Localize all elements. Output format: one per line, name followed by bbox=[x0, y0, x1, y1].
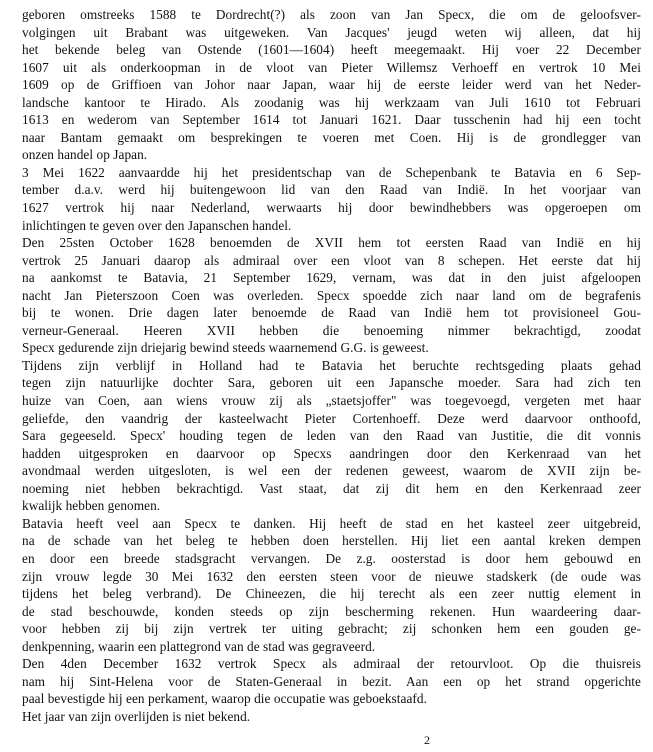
paragraph-death bbox=[22, 708, 641, 726]
text-line: tijdens het beleg verbrand). De Chineezen, die hij terecht als een zeer nuttig element in bbox=[22, 586, 641, 602]
text-line: 1607 uit als onderkoopman in de vloot van Pieter Willemsz Verhoeff en vertrok 10 Mei bbox=[22, 59, 641, 75]
text-line: bij te wonen. Drie dagen later benoemde de Raad van Indië hem tot provisioneel Gou- bbox=[22, 305, 641, 321]
text-line: na aankomst te Batavia, 21 September 1629, vernam, was dat in den juist afgeloopen bbox=[22, 270, 641, 286]
text-line: na de schade van het beleg te hebben doen herstellen. Hij liet een aantal kreken dempen bbox=[22, 533, 641, 549]
text-line: Batavia heeft veel aan Specx te danken. Hij heeft de stad en het kasteel zeer uitgebreid, bbox=[22, 515, 641, 531]
text-line: 1627 vertrok hij naar Nederland, werwaarts hij door bewindhebbers was opgeroepen om bbox=[22, 200, 641, 216]
text-line: verneur-Generaal. Heeren XVII hebben die benoeming nimmer bekrachtigd, zoodat bbox=[22, 322, 641, 338]
text-line: Sara gegeeseld. Specx' houding tegen de leden van den Raad van Justitie, die dit vonnis bbox=[22, 428, 641, 444]
text-line: het bekende beleg van Ostende (1601—1604) heeft meegemaakt. Hij voer 22 December bbox=[22, 42, 641, 58]
text-line: vertrok 25 Januari daarop als admiraal over een vloot van 8 schepen. Het eerste dat hij bbox=[22, 252, 641, 268]
paragraph-raad-van-indie bbox=[22, 234, 641, 357]
text-line: Tijdens zijn verblijf in Holland had te Batavia het beruchte rechtsgeding plaats gehad bbox=[22, 357, 641, 373]
page-marker: 2 bbox=[424, 733, 430, 747]
text-line: 1613 en wederom van September 1614 tot Januari 1621. Daar tusschenin had hij een tocht bbox=[22, 112, 641, 128]
text-line: onzen handel op Japan. bbox=[22, 147, 148, 163]
text-line: 1609 op de Griffioen van Johor naar Japan, waar hij de eerste leider werd van het Neder- bbox=[22, 77, 641, 93]
paragraph-batavia-works bbox=[22, 515, 641, 655]
text-line: noeming niet hebben bekrachtigd. Vast staat, dat zij dit hem en den Kerkenraad zeer bbox=[22, 480, 641, 496]
text-line: voor hebben zij bij zijn vertrek ter uiting gebracht; zij schonken hem een gouden ge- bbox=[22, 621, 641, 637]
text-line: Het jaar van zijn overlijden is niet bekend. bbox=[22, 708, 251, 724]
text-line: inlichtingen te geven over den Japanschen handel. bbox=[22, 217, 292, 233]
text-line: tegen zijn natuurlijke dochter Sara, geboren uit een Japansche moeder. Sara had zich ten bbox=[22, 375, 641, 391]
text-line: zijn vrouw legde 30 Mei 1632 den eersten steen voor de nieuwe stadskerk (de oude was bbox=[22, 568, 641, 584]
paragraph-departure bbox=[22, 655, 641, 708]
text-line: en door een breede stadsgracht vervangen. De z.g. oosterstad is door hem gebouwd en bbox=[22, 550, 641, 566]
text-line: naar Bantam gemaakt om besprekingen te voeren met Coen. Hij is de grondlegger van bbox=[22, 129, 641, 145]
text-line: nam hij Sint-Helena voor de Staten-Generaal in bezit. Aan een op het strand opgerichte bbox=[22, 673, 641, 689]
text-line: tember d.a.v. werd hij buitengewoon lid van den Raad van Indië. In het voorjaar van bbox=[22, 182, 641, 198]
text-line: Den 25sten October 1628 benoemden de XVII hem tot eersten Raad van Indië en hij bbox=[22, 235, 641, 251]
text-line: hadden uitgesproken en daarvoor op Specxs aandringen door den Kerkenraad van het bbox=[22, 445, 641, 461]
text-line: nacht Jan Pieterszoon Coen was overleden. Specx spoedde zich naar land om de begrafenis bbox=[22, 287, 641, 303]
text-line: geboren omstreeks 1588 te Dordrecht(?) als zoon van Jan Specx, die om de geloofsver- bbox=[22, 7, 641, 22]
text-line: Specx gedurende zijn driejarig bewind steeds waarnemend G.G. is geweest. bbox=[22, 340, 429, 356]
paragraph-birth-and-japan bbox=[22, 6, 641, 164]
paragraph-sara-specx bbox=[22, 357, 641, 515]
paragraph-schepenbank bbox=[22, 164, 641, 234]
text-line: kwalijk hebben genomen. bbox=[22, 498, 161, 514]
text-line: huize van Coen, aan wiens vrouw zij als „staetsjoffer" was toegevoegd, vergeten met haar bbox=[22, 393, 641, 409]
text-line: Den 4den December 1632 vertrok Specx als admiraal der retourvloot. Op die thuisreis bbox=[22, 656, 641, 672]
text-line: paal bevestigde hij een perkament, waarop die occupatie was geboekstaafd. bbox=[22, 691, 427, 707]
text-line: volgingen uit Brabant was uitgeweken. Van Jacques' jeugd weten wij alleen, dat hij bbox=[22, 24, 641, 40]
text-line: landsche kantoor te Hirado. Als zoodanig was hij werkzaam van Juli 1610 tot Februari bbox=[22, 94, 641, 110]
document-body bbox=[22, 6, 641, 725]
text-line: 3 Mei 1622 aanvaardde hij het presidentschap van de Schepenbank te Batavia en 6 Sep- bbox=[22, 164, 641, 180]
text-line: avondmaal werden uitgesloten, is wel een der redenen geweest, waarom de XVII zijn be- bbox=[22, 463, 641, 479]
text-line: geliefde, den vaandrig der kasteelwacht Pieter Cortenhoeff. Deze werd daarvoor onthoofd, bbox=[22, 410, 641, 426]
text-line: denkpenning, waarin een plattegrond van de stad was gegraveerd. bbox=[22, 638, 376, 654]
text-line: de stad beschouwde, konden steeds op zijn bescherming rekenen. Hun waardeering daar- bbox=[22, 603, 641, 619]
